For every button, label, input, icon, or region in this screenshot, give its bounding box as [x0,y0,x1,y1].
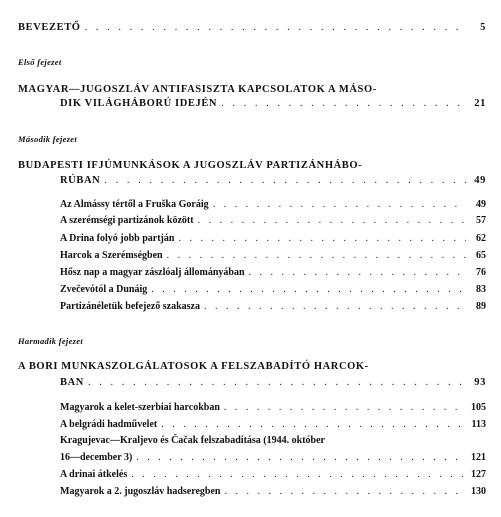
chapter-2-title-line2: RÚBAN [60,175,101,186]
toc-section-page: 105 [471,402,486,413]
toc-section-title: Zvečevótól a Dunáig [60,284,148,295]
toc-section [60,402,486,414]
leader-dots [136,452,466,464]
toc-section-page: 121 [471,452,486,463]
leader-dots [161,419,466,431]
toc-section-title: A drinai átkelés [60,469,128,480]
toc-section-page: 83 [476,284,486,295]
toc-section-page: 65 [476,250,486,261]
toc-section-title: A belgrádi hadművelet [60,419,158,430]
toc-section [60,486,486,498]
toc-section [60,199,486,211]
toc-section [60,267,486,279]
toc-section [60,284,486,296]
toc-section-title: A szerémségi partizánok között [60,215,194,226]
toc-entry-page: 93 [474,377,486,388]
chapter-2-title-line1: BUDAPESTI IFJÚMUNKÁSOK A JUGOSZLÁV PARTIZÁNHÁBO- [18,160,363,171]
toc-entry-chapter-2 [60,175,486,187]
toc-section-title: A Drina folyó jobb partján [60,233,175,244]
chapter-1-title-line1: MAGYAR—JUGOSZLÁV ANTIFASISZTA KAPCSOLATOK A MÁSO- [18,84,377,95]
toc-section-page: 130 [471,486,486,497]
toc-section [60,250,486,262]
leader-dots [198,215,466,227]
toc-section [60,301,486,313]
toc-entry-page: 21 [474,98,486,109]
toc-section-title: Hősz nap a magyar zászlóalj állományában [60,267,245,278]
toc-entry-chapter-3 [60,377,486,389]
leader-dots [204,301,466,313]
chapter-3-title-line2: BAN [60,377,84,388]
leader-dots [167,250,466,262]
leader-dots [224,486,466,498]
leader-dots [221,98,466,110]
leader-dots [151,284,466,296]
chapter-3-title-line1: A BORI MUNKASZOLGÁLATOSOK A FELSZABADÍTÓ HARCOK- [18,361,369,372]
toc-section [60,469,486,481]
leader-dots [88,377,466,389]
toc-section-title-line1: Kragujevac—Kraljevo és Čačak felszabadítása (1944. október [60,435,325,446]
toc-section-page: 127 [471,469,486,480]
leader-dots [85,22,466,34]
toc-section-page: 89 [476,301,486,312]
toc-section [60,215,486,227]
toc-section-title: Magyarok a 2. jugoszláv hadseregben [60,486,221,497]
chapter-3-heading: Harmadik fejezet [18,336,83,346]
toc-section-title: Az Almássy tértől a Fruška Goráig [60,199,209,210]
chapter-1-heading: Első fejezet [18,57,62,67]
leader-dots [213,199,466,211]
leader-dots [104,175,466,187]
toc-section [60,233,486,245]
toc-section [60,452,486,464]
toc-section-title: Harcok a Szerémségben [60,250,163,261]
leader-dots [178,233,466,245]
toc-section-page: 76 [476,267,486,278]
toc-section-page: 49 [476,199,486,210]
toc-entry-intro [18,22,486,34]
toc-section-title: Partizánéletük befejező szakasza [60,301,200,312]
toc-section [60,419,486,431]
toc-entry-page: 49 [474,175,486,186]
toc-section-page: 113 [471,419,486,430]
toc-section-page: 62 [476,233,486,244]
toc-entry-title: BEVEZETŐ [18,22,81,33]
toc-entry-chapter-1 [60,98,486,110]
leader-dots [131,469,466,481]
toc-section-title-line2: 16—december 3) [60,452,133,463]
toc-section-page: 57 [476,215,486,226]
leader-dots [249,267,466,279]
toc-section-title: Magyarok a kelet-szerbiai harcokban [60,402,220,413]
chapter-1-title-line2: DIK VILÁGHÁBORÚ IDEJÉN [60,98,218,109]
toc-entry-page: 5 [480,22,486,33]
chapter-2-heading: Második fejezet [18,134,78,144]
leader-dots [224,402,466,414]
